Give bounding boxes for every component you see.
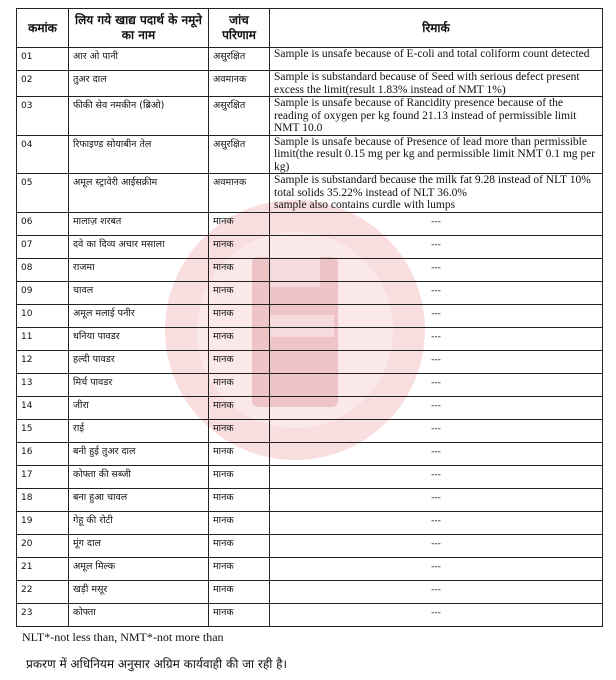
remark-cell: --- [270, 488, 603, 511]
table-row [17, 419, 603, 442]
serial-cell: 10 [17, 304, 69, 327]
table-row [17, 212, 603, 235]
remark-cell: --- [270, 373, 603, 396]
sample-name-cell: आर ओ पानी [69, 48, 209, 71]
sample-name-cell: दवे का दिव्य अचार मसाला [69, 235, 209, 258]
table-header-row [17, 9, 603, 48]
result-cell: मानक [209, 258, 270, 281]
closing-statement: प्रकरण में अधिनियम अनुसार अग्रिम कार्यवाही की जा रही है। [26, 657, 288, 671]
result-cell: मानक [209, 235, 270, 258]
table-row [17, 258, 603, 281]
serial-cell: 15 [17, 419, 69, 442]
sample-name-cell: तुअर दाल [69, 71, 209, 97]
table-row [17, 304, 603, 327]
food-sample-results-table [16, 8, 603, 627]
remark-cell: --- [270, 327, 603, 350]
table-row [17, 350, 603, 373]
remark-cell: Sample is unsafe because of Rancidity presence because of the reading of oxygen per kg found 21.13 instead of permissible limit NMT 10.0 [270, 97, 603, 136]
sample-name-cell: अमूल मिल्क [69, 557, 209, 580]
sample-name-cell: रिफाइण्ड सोयाबीन तेल [69, 135, 209, 174]
serial-header: कमांक [17, 9, 69, 48]
table-row [17, 135, 603, 174]
result-cell: मानक [209, 511, 270, 534]
table-row [17, 511, 603, 534]
table-row [17, 534, 603, 557]
result-cell: मानक [209, 465, 270, 488]
remark-cell: --- [270, 258, 603, 281]
table-body [17, 48, 603, 627]
serial-cell: 16 [17, 442, 69, 465]
remark-cell: --- [270, 603, 603, 626]
serial-cell: 09 [17, 281, 69, 304]
footnote: NLT*-not less than, NMT*-not more than [22, 630, 224, 644]
serial-cell: 03 [17, 97, 69, 136]
result-cell: अवमानक [209, 71, 270, 97]
sample-name-header: लिय गये खाद्य पदार्थ के नमूने का नाम [69, 9, 209, 48]
result-cell: मानक [209, 281, 270, 304]
result-header: जांच परिणाम [209, 9, 270, 48]
serial-cell: 21 [17, 557, 69, 580]
serial-cell: 13 [17, 373, 69, 396]
remark-cell: Sample is unsafe because of Presence of lead more than permissible limit(the result 0.15 mg per kg and permissible limit NMT 0.1 mg per kg) [270, 135, 603, 174]
table-row [17, 174, 603, 213]
remark-cell: --- [270, 580, 603, 603]
sample-name-cell: जीरा [69, 396, 209, 419]
table-row [17, 235, 603, 258]
remark-cell: --- [270, 235, 603, 258]
remark-header: रिमार्क [270, 9, 603, 48]
result-cell: अवमानक [209, 174, 270, 213]
result-cell: मानक [209, 212, 270, 235]
sample-name-cell: बनी हुई तुअर दाल [69, 442, 209, 465]
table-row [17, 396, 603, 419]
sample-name-cell: हल्दी पावडर [69, 350, 209, 373]
result-cell: मानक [209, 419, 270, 442]
sample-name-cell: फीकी सेव नमकीन (ब्रिओ) [69, 97, 209, 136]
table-row [17, 327, 603, 350]
sample-name-cell: अमूल मलाई पनीर [69, 304, 209, 327]
remark-cell: --- [270, 419, 603, 442]
sample-name-cell: राई [69, 419, 209, 442]
result-cell: मानक [209, 488, 270, 511]
result-cell: मानक [209, 580, 270, 603]
serial-cell: 04 [17, 135, 69, 174]
sample-name-cell: गेहू की रोटी [69, 511, 209, 534]
table-row [17, 373, 603, 396]
remark-cell: --- [270, 465, 603, 488]
table-row [17, 465, 603, 488]
sample-name-cell: मालाज़ शरबत [69, 212, 209, 235]
remark-cell: --- [270, 557, 603, 580]
result-cell: असुरक्षित [209, 97, 270, 136]
table-row [17, 488, 603, 511]
serial-cell: 05 [17, 174, 69, 213]
result-cell: मानक [209, 603, 270, 626]
result-cell: मानक [209, 373, 270, 396]
serial-cell: 20 [17, 534, 69, 557]
result-cell: असुरक्षित [209, 48, 270, 71]
serial-cell: 14 [17, 396, 69, 419]
result-cell: असुरक्षित [209, 135, 270, 174]
result-cell: मानक [209, 327, 270, 350]
remark-cell: --- [270, 534, 603, 557]
remark-cell: --- [270, 304, 603, 327]
result-cell: मानक [209, 442, 270, 465]
result-cell: मानक [209, 350, 270, 373]
result-cell: मानक [209, 304, 270, 327]
serial-cell: 06 [17, 212, 69, 235]
sample-name-cell: चावल [69, 281, 209, 304]
remark-cell: --- [270, 442, 603, 465]
table-row [17, 603, 603, 626]
serial-cell: 01 [17, 48, 69, 71]
table-row [17, 557, 603, 580]
table-row [17, 442, 603, 465]
remark-cell: --- [270, 212, 603, 235]
table-row [17, 580, 603, 603]
table-row [17, 48, 603, 71]
serial-cell: 12 [17, 350, 69, 373]
sample-name-cell: धनिया पावडर [69, 327, 209, 350]
remark-cell: --- [270, 511, 603, 534]
serial-cell: 02 [17, 71, 69, 97]
sample-name-cell: कोफ्ता [69, 603, 209, 626]
remark-cell: --- [270, 281, 603, 304]
sample-name-cell: खड़ी मसूर [69, 580, 209, 603]
remark-cell: Sample is unsafe because of E-coli and total coliform count detected [270, 48, 603, 71]
sample-name-cell: मिर्च पावडर [69, 373, 209, 396]
table-row [17, 97, 603, 136]
remark-cell: Sample is substandard because the milk fat 9.28 instead of NLT 10% total solids 35.22% instead of NLT 36.0% sample also contains curdle with lumps [270, 174, 603, 213]
sample-name-cell: अमूल स्ट्रावेरी आईसक्रीम [69, 174, 209, 213]
serial-cell: 18 [17, 488, 69, 511]
serial-cell: 08 [17, 258, 69, 281]
sample-name-cell: राजमा [69, 258, 209, 281]
result-cell: मानक [209, 557, 270, 580]
serial-cell: 11 [17, 327, 69, 350]
serial-cell: 23 [17, 603, 69, 626]
table-row [17, 281, 603, 304]
serial-cell: 17 [17, 465, 69, 488]
sample-name-cell: कोफ्ता की सब्जी [69, 465, 209, 488]
remark-cell: --- [270, 350, 603, 373]
serial-cell: 19 [17, 511, 69, 534]
result-cell: मानक [209, 534, 270, 557]
result-cell: मानक [209, 396, 270, 419]
sample-name-cell: मूंग दाल [69, 534, 209, 557]
remark-cell: Sample is substandard because of Seed with serious defect present excess the limit(result 1.83% instead of NMT 1%) [270, 71, 603, 97]
serial-cell: 22 [17, 580, 69, 603]
sample-name-cell: बना हुआ चावल [69, 488, 209, 511]
remark-cell: --- [270, 396, 603, 419]
serial-cell: 07 [17, 235, 69, 258]
table-row [17, 71, 603, 97]
